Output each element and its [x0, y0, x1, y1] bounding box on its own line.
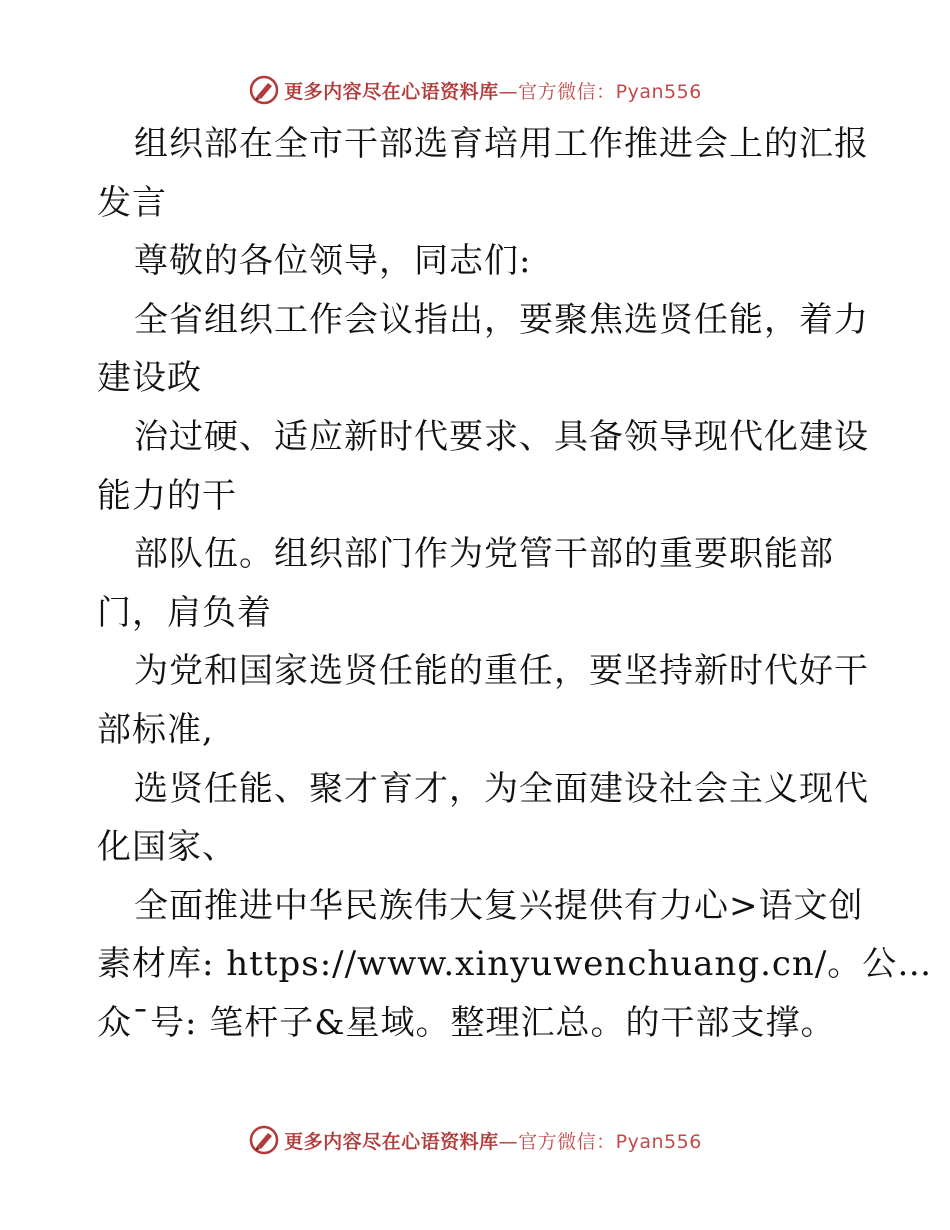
watermark-brand: 更多内容尽在心语资料库 — [284, 80, 499, 103]
footer-watermark — [0, 1120, 950, 1160]
pen-logo-icon — [248, 1124, 280, 1156]
watermark-separator: — — [498, 80, 519, 103]
text-line: 能力的干 — [97, 475, 237, 516]
text-line: 尊敬的各位领导，同志们: — [134, 241, 532, 282]
title-paragraph — [97, 115, 869, 232]
body-paragraph — [97, 525, 857, 642]
body-paragraph — [97, 291, 869, 408]
document-body — [97, 115, 933, 1053]
text-line: 化国家、 — [97, 827, 237, 868]
text-line: 建设政 — [97, 358, 202, 399]
text-line: 门，肩负着 — [97, 592, 272, 633]
watermark-contact: 官方微信：Pyan556 — [518, 1130, 702, 1153]
text-line: 发言 — [97, 182, 167, 223]
watermark-separator: — — [498, 1130, 519, 1153]
salutation-paragraph — [97, 232, 857, 291]
header-watermark — [0, 70, 950, 110]
text-line: 众¯号: 笔杆子&星域。整理汇总。的干部支撑。 — [97, 1002, 836, 1043]
text-line: 选贤任能、聚才育才，为全面建设社会主义现代 — [134, 768, 869, 809]
text-line: 为党和国家选贤任能的重任，要坚持新时代好干 — [134, 651, 869, 692]
body-paragraph — [97, 642, 869, 759]
text-line: 部标准, — [97, 709, 214, 750]
pen-logo-icon — [248, 74, 280, 106]
text-line: 素材库: https://www.xinyuwenchuang.cn/。公… — [97, 944, 933, 985]
body-paragraph — [97, 877, 933, 1053]
watermark-brand: 更多内容尽在心语资料库 — [284, 1130, 499, 1153]
watermark-contact: 官方微信：Pyan556 — [518, 80, 702, 103]
body-paragraph — [97, 408, 869, 525]
text-line: 组织部在全市干部选育培用工作推进会上的汇报 — [134, 124, 869, 164]
text-line: 部队伍。组织部门作为党管干部的重要职能部 — [134, 534, 834, 575]
text-line: 全省组织工作会议指出，要聚焦选贤任能，着力 — [134, 299, 869, 340]
watermark-text — [284, 1127, 702, 1154]
watermark-text — [284, 77, 702, 104]
body-paragraph — [97, 760, 869, 877]
text-line: 全面推进中华民族伟大复兴提供有力心>语文创 — [134, 885, 864, 926]
text-line: 治过硬、适应新时代要求、具备领导现代化建设 — [134, 416, 869, 457]
